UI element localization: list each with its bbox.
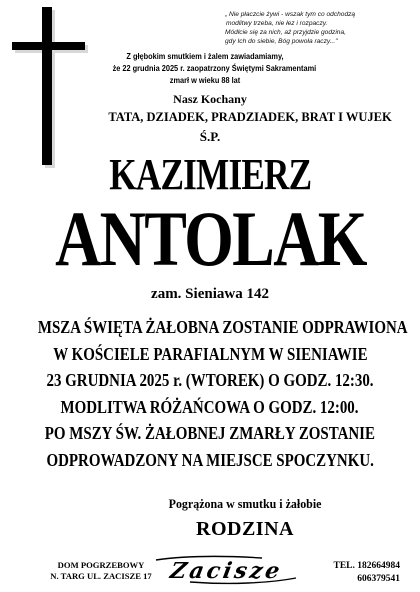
quote-line: gdy Ich do siebie, Bóg powoła raczy..." <box>225 38 338 45</box>
funeral-home-phone <box>300 560 400 586</box>
first-name-text: KAZIMIERZ <box>108 150 312 199</box>
quote-line: Módlcie się za nich, aż przyjdzie godzina, <box>225 29 346 36</box>
logo-text: Zacisze <box>168 558 285 584</box>
cross-icon <box>0 0 110 175</box>
funeral-home-address <box>36 560 166 582</box>
last-name <box>0 195 420 282</box>
memorial-quote <box>225 10 410 46</box>
intro-line: zmarł w wieku 88 lat <box>169 75 241 85</box>
quote-line: „ Nie płaczcie żywi - wszak tym co odchodzą <box>225 11 356 18</box>
phone-2: 606379541 <box>357 574 400 584</box>
notice-line: ODPROWADZONY NA MIEJSCE SPOCZYNKU. <box>46 449 374 470</box>
last-name-text: ANTOLAK <box>54 195 366 282</box>
funeral-notice <box>0 314 420 473</box>
relations: TATA, DZIADEK, PRADZIADEK, BRAT I WUJEK <box>108 110 392 124</box>
address: zam. Sieniawa 142 <box>151 286 269 302</box>
company-address: N. TARG UL. ZACISZE 17 <box>50 571 152 581</box>
notice-line: W KOŚCIELE PARAFIALNYM W SIENIAWIE <box>52 343 368 364</box>
mourners-name: RODZINA <box>196 518 294 540</box>
phone-1: TEL. 182664984 <box>333 561 400 571</box>
intro-line: że 22 grudnia 2025 r. zaopatrzony Świętymi Sakramentami <box>112 63 317 73</box>
quote-line: modlitwy trzeba, nie łez i rozpaczy. <box>226 20 328 27</box>
notice-line: PO MSZY ŚW. ŻAŁOBNEJ ZMARŁY ZOSTANIE <box>44 423 376 443</box>
announcement-intro <box>100 50 317 86</box>
mourners-intro: Pogrążona w smutku i żałobie <box>168 496 322 511</box>
notice-line: MODLITWA RÓŻAŃCOWA O GODZ. 12:00. <box>60 396 359 417</box>
company-name: DOM POGRZEBOWY <box>57 560 145 570</box>
intro-line: Z głębokim smutkiem i żalem zawiadamiamy, <box>126 51 284 61</box>
first-name <box>0 152 420 198</box>
notice-line: 23 GRUDNIA 2025 r. (WTOREK) O GODZ. 12:30. <box>46 370 374 390</box>
funeral-home-logo <box>150 551 300 587</box>
honorific: Ś.P. <box>199 129 221 144</box>
salutation: Nasz Kochany <box>173 92 247 106</box>
notice-line: MSZA ŚWIĘTA ŻAŁOBNA ZOSTANIE ODPRAWIONA <box>37 317 408 337</box>
